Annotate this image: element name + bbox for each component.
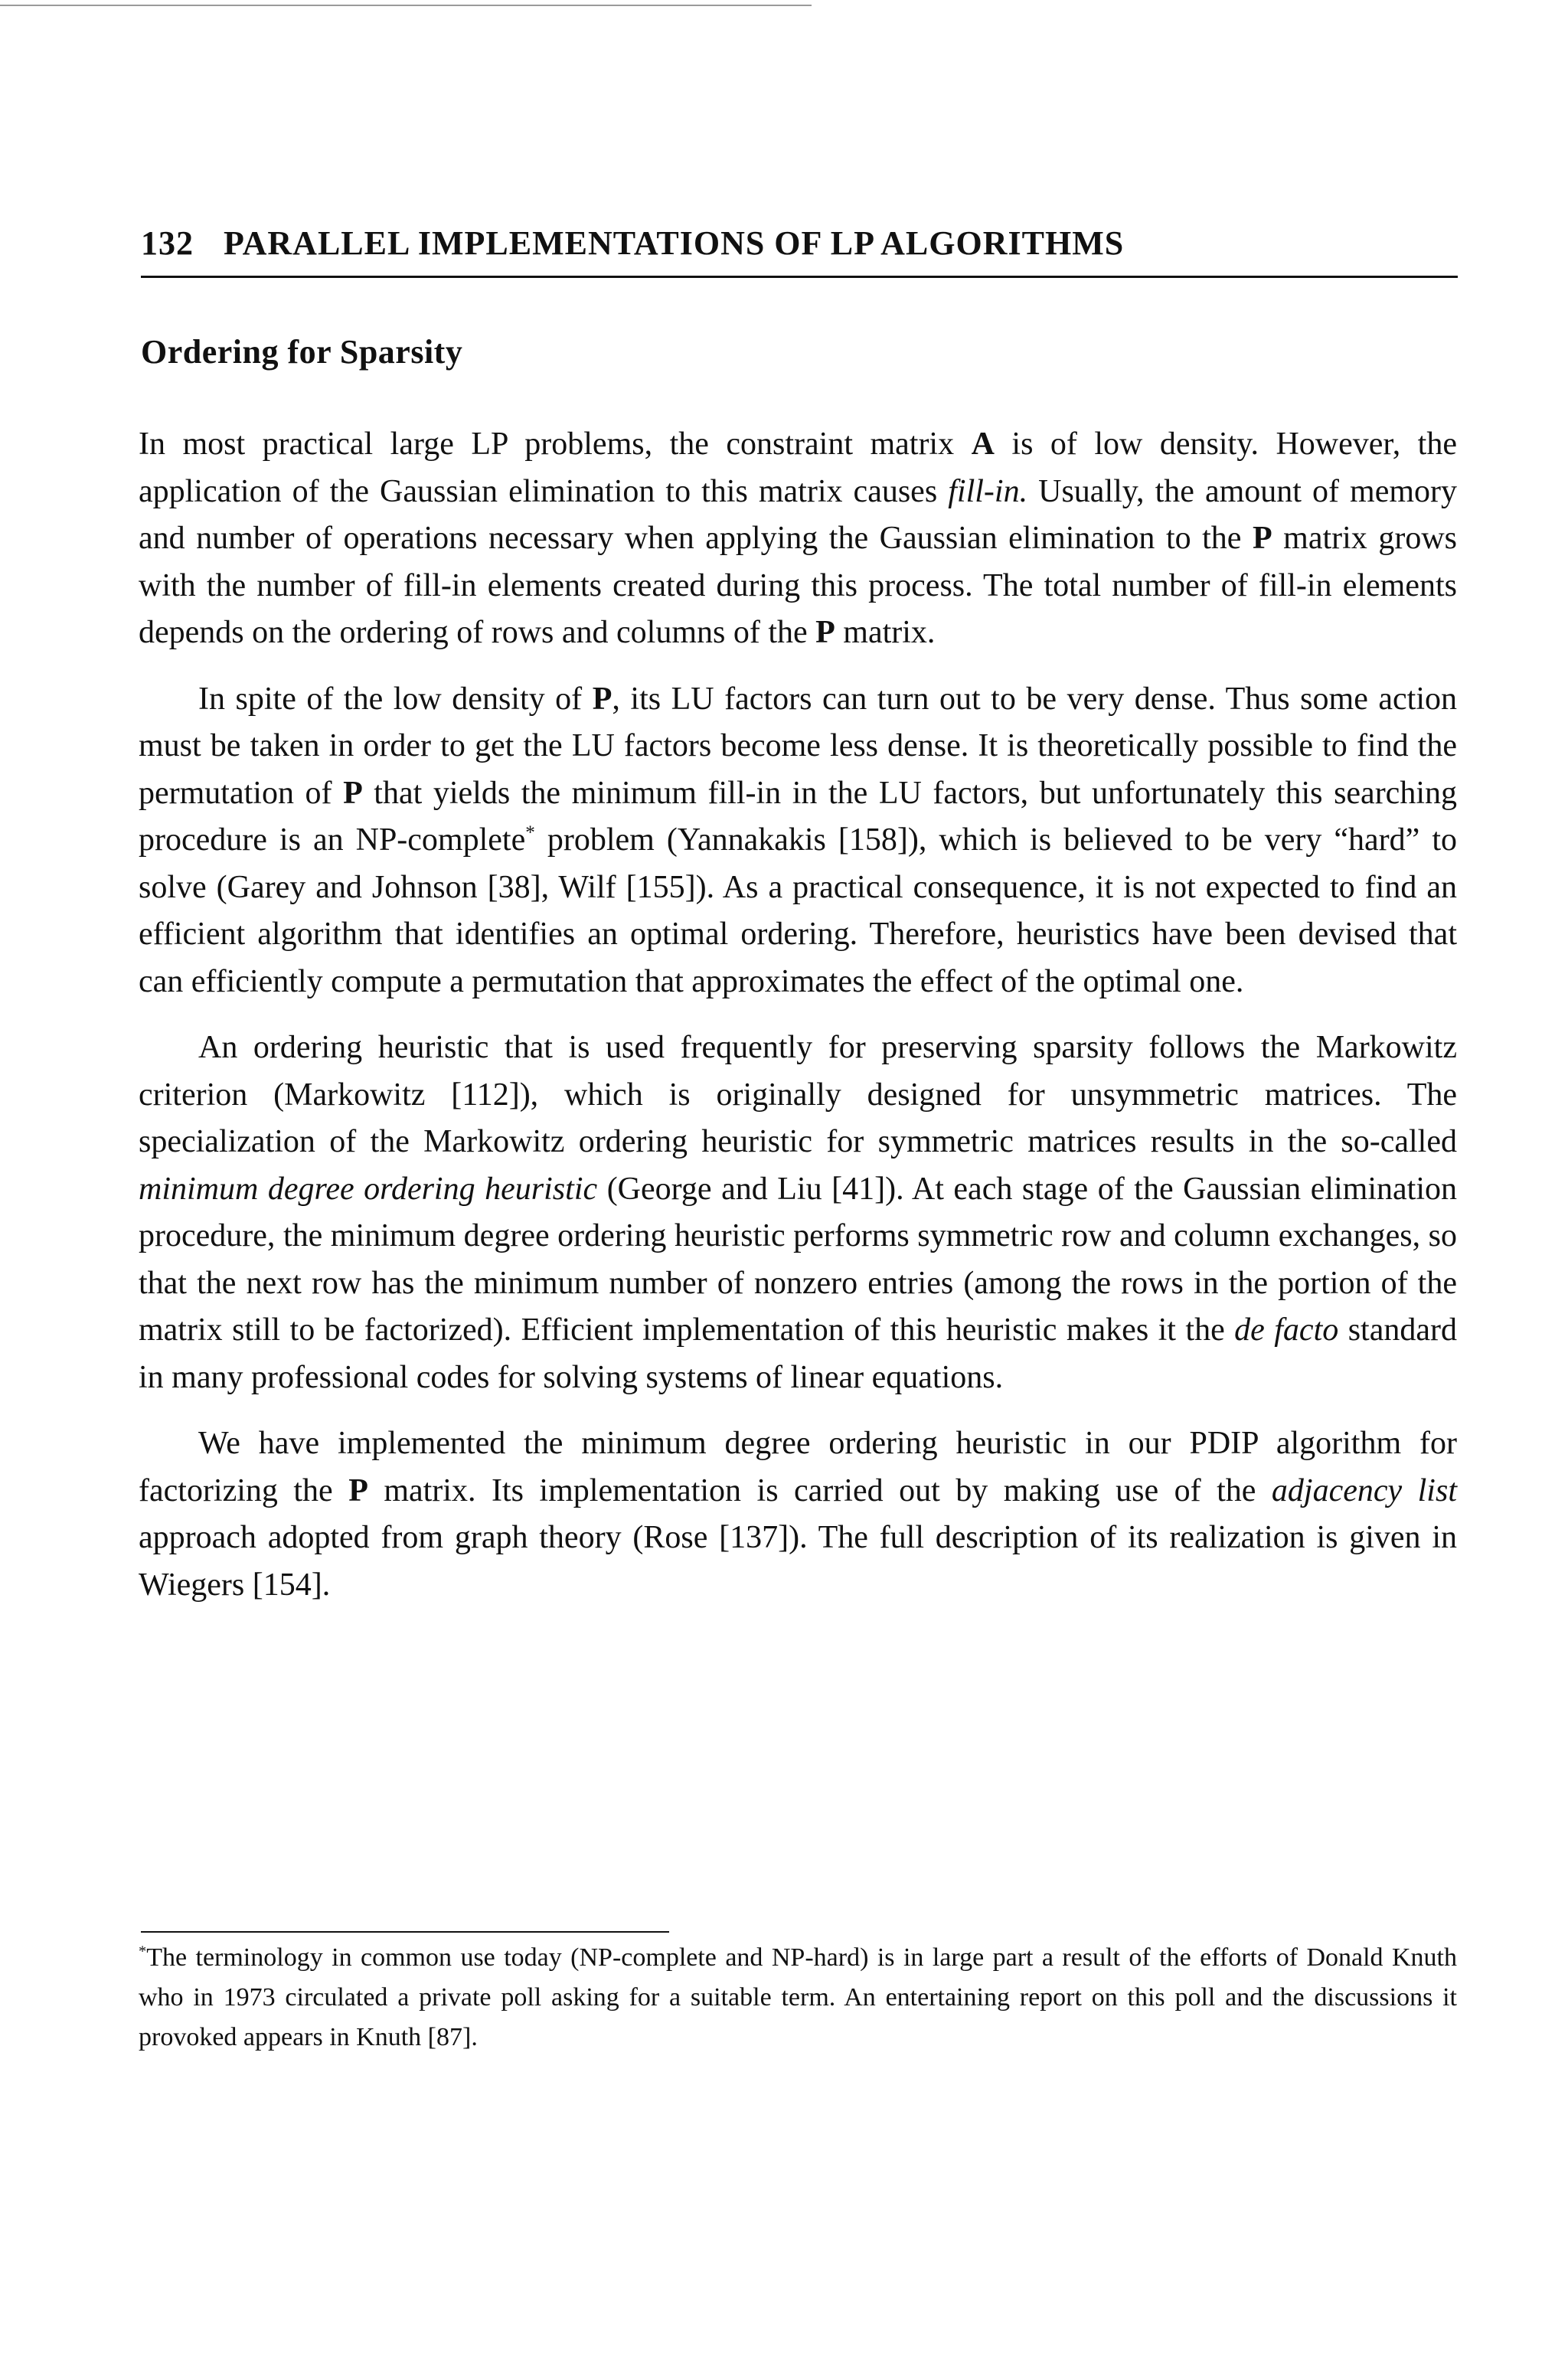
footnote [139,1938,1457,2057]
text-run: that yields the minimum fill-in in the LU factors, but unfortunately this searching procedure is an NP-complete [139,775,1457,858]
text-run: matrix. [835,615,936,650]
page-number: 132 [141,224,194,262]
paragraph-2 [139,676,1457,1006]
emphasis-term: fill-in. [948,473,1028,509]
matrix-symbol: A [971,427,995,462]
text-run: We have implemented the minimum degree ordering heuristic in our PDIP algorithm for factorizing the [139,1426,1457,1508]
text-run: (George and Liu [41]). At each stage of the Gaussian elimination procedure, the minimum degree ordering heuristic performs symmetric row and column exchanges, so that the next row has the minimum number of nonzero entries (among the rows in the portion of the matrix still to be factorized). Efficient implementation of this heuristic makes it the [139,1171,1457,1348]
body-text [139,421,1457,1628]
matrix-symbol: P [592,681,612,717]
emphasis-term: adjacency list [1271,1472,1457,1508]
matrix-symbol: P [815,615,835,650]
text-run: , its LU factors can turn out to be very dense. Thus some action must be taken in order to get the LU factors become less dense. It is theoretically possible to find the permutation of [139,681,1457,811]
footnote-marker[interactable]: * [525,822,535,843]
scan-edge-line [0,5,812,6]
running-title: PARALLEL IMPLEMENTATIONS OF LP ALGORITHMS [224,224,1125,262]
emphasis-term: de facto [1234,1312,1339,1348]
emphasis-term: minimum degree ordering heuristic [139,1171,598,1207]
section-heading: Ordering for Sparsity [141,333,463,371]
page-header [141,216,1458,278]
paragraph-3 [139,1025,1457,1401]
footnote-mark: * [139,1943,147,1960]
text-run: In spite of the low density of [198,681,593,717]
footnote-divider [141,1931,669,1933]
matrix-symbol: P [348,1472,368,1508]
text-run: is of low density. However, the application of the Gaussian elimination to this matrix causes [139,427,1457,509]
paragraph-4 [139,1420,1457,1609]
text-run: approach adopted from graph theory (Rose [137]). The full description of its realization is given in Wiegers [154]. [139,1520,1457,1603]
text-run: standard in many professional codes for solving systems of linear equations. [139,1312,1457,1395]
text-run: Usually, the amount of memory and number of operations necessary when applying the Gaussian elimination to the [139,473,1457,556]
text-run: matrix. Its implementation is carried out by making use of the [368,1472,1272,1508]
paragraph-1 [139,421,1457,657]
matrix-symbol: P [343,775,363,811]
matrix-symbol: P [1252,521,1272,556]
text-run: matrix grows with the number of fill-in elements created during this process. The total number of fill-in elements depends on the ordering of rows and columns of the [139,521,1457,650]
text-run: problem (Yannakakis [158]), which is believed to be very “hard” to solve (Garey and Johnson [38], Wilf [155]). As a practical consequence, it is not expected to find an efficient algorithm that identifies an optimal ordering. Therefore, heuristics have been devised that can efficiently compute a permutation that approximates the effect of the optimal one. [139,822,1457,999]
text-run: In most practical large LP problems, the constraint matrix [139,427,972,462]
footnote-text: The terminology in common use today (NP-complete and NP-hard) is in large part a result of the efforts of Donald Knuth who in 1973 circulated a private poll asking for a suitable term. An entertaining report on this poll and the discussions it provoked appears in Knuth [87]. [139,1943,1457,2051]
text-run: An ordering heuristic that is used frequently for preserving sparsity follows the Markowitz criterion (Markowitz [112]), which is originally designed for unsymmetric matrices. The specialization of the Markowitz ordering heuristic for symmetric matrices results in the so-called [139,1030,1457,1159]
